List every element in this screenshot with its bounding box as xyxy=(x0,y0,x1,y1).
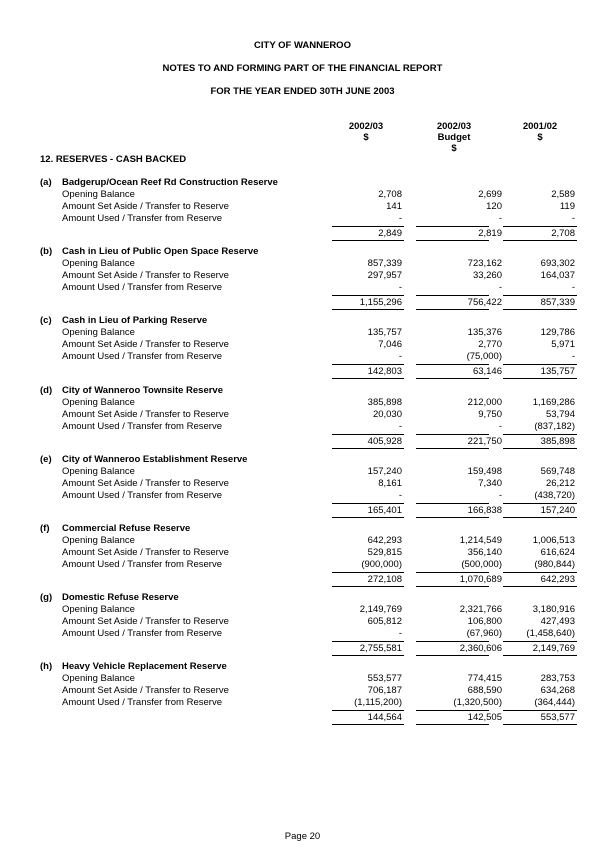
cell-value: (980,844) xyxy=(534,559,575,570)
total-rule xyxy=(503,226,577,227)
cell-value: 283,753 xyxy=(540,673,575,684)
total-value: 144,564 xyxy=(367,712,402,723)
cell-value: (67,960) xyxy=(466,628,502,639)
total-value: 2,849 xyxy=(378,228,402,239)
section-name: Cash in Lieu of Parking Reserve xyxy=(62,315,208,326)
reserve-section xyxy=(0,385,605,461)
cell-value: 26,212 xyxy=(545,478,575,489)
total-value: 221,750 xyxy=(467,436,502,447)
total-rule xyxy=(332,448,404,449)
cell-value: 2,149,769 xyxy=(359,604,402,615)
total-rule xyxy=(332,641,404,642)
cell-value: 212,000 xyxy=(467,397,502,408)
row-label-used: Amount Used / Transfer from Reserve xyxy=(62,697,222,708)
cell-value: 774,415 xyxy=(467,673,502,684)
org-name: CITY OF WANNEROO xyxy=(254,40,351,51)
cell-value: - xyxy=(498,421,502,432)
cell-value: 427,493 xyxy=(540,616,575,627)
cell-value: 356,140 xyxy=(467,547,502,558)
cell-value: 2,708 xyxy=(378,189,402,200)
total-value: 2,755,581 xyxy=(359,643,402,654)
cell-value: 616,624 xyxy=(540,547,575,558)
cell-value: 5,971 xyxy=(551,339,575,350)
section-letter: (f) xyxy=(40,523,50,534)
total-rule xyxy=(416,641,489,642)
total-rule xyxy=(416,503,489,504)
section-name: City of Wanneroo Townsite Reserve xyxy=(62,385,223,396)
section-name: Domestic Refuse Reserve xyxy=(62,592,179,603)
cell-value: - xyxy=(398,490,402,501)
cell-value: 385,898 xyxy=(367,397,402,408)
total-value: 2,149,769 xyxy=(532,643,575,654)
row-label-set-aside: Amount Set Aside / Transfer to Reserve xyxy=(62,201,229,212)
cell-value: 569,748 xyxy=(540,466,575,477)
cell-value: (438,720) xyxy=(534,490,575,501)
cell-value: - xyxy=(398,282,402,293)
total-rule xyxy=(503,503,577,504)
cell-value: 1,169,286 xyxy=(532,397,575,408)
cell-value: - xyxy=(398,421,402,432)
row-label-opening: Opening Balance xyxy=(62,604,135,615)
row-label-opening: Opening Balance xyxy=(62,673,135,684)
cell-value: 605,812 xyxy=(367,616,402,627)
row-label-set-aside: Amount Set Aside / Transfer to Reserve xyxy=(62,547,229,558)
cell-value: 2,321,766 xyxy=(459,604,502,615)
total-value: 2,360,606 xyxy=(459,643,502,654)
total-rule xyxy=(503,309,577,310)
section-letter: (h) xyxy=(40,661,53,672)
total-rule xyxy=(416,724,489,725)
total-rule xyxy=(416,295,489,296)
row-label-used: Amount Used / Transfer from Reserve xyxy=(62,421,222,432)
total-value: 2,819 xyxy=(478,228,502,239)
row-label-opening: Opening Balance xyxy=(62,466,135,477)
total-rule xyxy=(332,572,404,573)
cell-value: 135,757 xyxy=(367,327,402,338)
cell-value: (500,000) xyxy=(461,559,502,570)
cell-value: 642,293 xyxy=(367,535,402,546)
total-rule xyxy=(503,240,577,241)
cell-value: 120 xyxy=(486,201,502,212)
total-rule xyxy=(416,572,489,573)
total-rule xyxy=(416,240,489,241)
total-value: 272,108 xyxy=(367,574,402,585)
total-rule xyxy=(503,448,577,449)
cell-value: - xyxy=(398,628,402,639)
total-rule xyxy=(503,641,577,642)
reserve-section xyxy=(0,592,605,668)
total-value: 157,240 xyxy=(540,505,575,516)
row-label-used: Amount Used / Transfer from Reserve xyxy=(62,559,222,570)
report-title: NOTES TO AND FORMING PART OF THE FINANCIAL REPORT xyxy=(162,63,443,74)
cell-value: 8,161 xyxy=(378,478,402,489)
total-rule xyxy=(332,309,404,310)
total-rule xyxy=(416,378,489,379)
total-rule xyxy=(416,448,489,449)
row-label-opening: Opening Balance xyxy=(62,189,135,200)
row-label-set-aside: Amount Set Aside / Transfer to Reserve xyxy=(62,339,229,350)
cell-value: 7,340 xyxy=(478,478,502,489)
cell-value: (837,182) xyxy=(534,421,575,432)
section-letter: (d) xyxy=(40,385,53,396)
cell-value: 2,699 xyxy=(478,189,502,200)
column-header-2002-03: 2002/03 $ xyxy=(348,121,384,143)
total-value: 756,422 xyxy=(467,297,502,308)
total-rule xyxy=(332,655,404,656)
row-label-opening: Opening Balance xyxy=(62,535,135,546)
cell-value: 857,339 xyxy=(367,258,402,269)
total-value: 642,293 xyxy=(540,574,575,585)
cell-value: - xyxy=(498,213,502,224)
cell-value: 119 xyxy=(559,201,575,212)
row-label-used: Amount Used / Transfer from Reserve xyxy=(62,213,222,224)
page-number: Page 20 xyxy=(284,831,321,842)
section-name: Badgerup/Ocean Reef Rd Construction Reserve xyxy=(62,177,278,188)
reserve-section xyxy=(0,661,605,737)
total-value: 165,401 xyxy=(367,505,402,516)
total-value: 166,838 xyxy=(467,505,502,516)
total-rule xyxy=(332,378,404,379)
total-rule xyxy=(332,240,404,241)
cell-value: 297,957 xyxy=(367,270,402,281)
cell-value: 634,268 xyxy=(540,685,575,696)
cell-value: (1,320,500) xyxy=(453,697,502,708)
row-label-used: Amount Used / Transfer from Reserve xyxy=(62,282,222,293)
total-value: 2,708 xyxy=(551,228,575,239)
cell-value: 2,770 xyxy=(478,339,502,350)
cell-value: - xyxy=(498,282,502,293)
section-letter: (a) xyxy=(40,177,52,188)
total-value: 1,070,689 xyxy=(459,574,502,585)
cell-value: 529,815 xyxy=(367,547,402,558)
cell-value: 3,180,916 xyxy=(532,604,575,615)
row-label-opening: Opening Balance xyxy=(62,397,135,408)
cell-value: 53,794 xyxy=(545,409,575,420)
total-rule xyxy=(332,503,404,504)
cell-value: (1,458,640) xyxy=(526,628,575,639)
total-rule xyxy=(332,517,404,518)
cell-value: - xyxy=(571,213,575,224)
total-rule xyxy=(332,724,404,725)
reserve-section xyxy=(0,315,605,391)
total-rule xyxy=(416,434,489,435)
reserve-section xyxy=(0,523,605,599)
total-value: 405,928 xyxy=(367,436,402,447)
section-letter: (c) xyxy=(40,315,52,326)
cell-value: - xyxy=(571,282,575,293)
total-rule xyxy=(332,364,404,365)
cell-value: 164,037 xyxy=(540,270,575,281)
cell-value: (75,000) xyxy=(466,351,502,362)
section-letter: (b) xyxy=(40,246,53,257)
cell-value: (1,115,200) xyxy=(354,697,402,708)
row-label-opening: Opening Balance xyxy=(62,258,135,269)
row-label-used: Amount Used / Transfer from Reserve xyxy=(62,490,222,501)
cell-value: 693,302 xyxy=(540,258,575,269)
total-rule xyxy=(503,364,577,365)
total-value: 857,339 xyxy=(540,297,575,308)
total-rule xyxy=(503,434,577,435)
total-rule xyxy=(503,295,577,296)
section-name: Heavy Vehicle Replacement Reserve xyxy=(62,661,227,672)
row-label-set-aside: Amount Set Aside / Transfer to Reserve xyxy=(62,478,229,489)
section-letter: (g) xyxy=(40,592,53,603)
total-rule xyxy=(503,517,577,518)
section-name: Commercial Refuse Reserve xyxy=(62,523,191,534)
total-rule xyxy=(503,724,577,725)
cell-value: 159,498 xyxy=(467,466,502,477)
total-rule xyxy=(503,378,577,379)
row-label-used: Amount Used / Transfer from Reserve xyxy=(62,351,222,362)
cell-value: 2,589 xyxy=(551,189,575,200)
cell-value: 1,214,549 xyxy=(459,535,502,546)
total-rule xyxy=(332,226,404,227)
total-rule xyxy=(416,309,489,310)
total-rule xyxy=(416,226,489,227)
total-rule xyxy=(503,586,577,587)
total-value: 142,803 xyxy=(367,366,402,377)
total-rule xyxy=(503,572,577,573)
cell-value: 1,006,513 xyxy=(532,535,575,546)
reserve-section xyxy=(0,246,605,322)
note-title: 12. RESERVES - CASH BACKED xyxy=(40,154,187,165)
total-rule xyxy=(503,655,577,656)
row-label-opening: Opening Balance xyxy=(62,327,135,338)
cell-value: 106,800 xyxy=(467,616,502,627)
cell-value: 7,046 xyxy=(378,339,402,350)
total-value: 385,898 xyxy=(540,436,575,447)
total-rule xyxy=(416,517,489,518)
row-label-set-aside: Amount Set Aside / Transfer to Reserve xyxy=(62,616,229,627)
total-rule xyxy=(332,586,404,587)
cell-value: 141 xyxy=(386,201,402,212)
cell-value: 9,750 xyxy=(478,409,502,420)
reserve-section xyxy=(0,177,605,253)
section-name: City of Wanneroo Establishment Reserve xyxy=(62,454,248,465)
row-label-set-aside: Amount Set Aside / Transfer to Reserve xyxy=(62,685,229,696)
cell-value: 135,376 xyxy=(467,327,502,338)
total-rule xyxy=(416,710,489,711)
cell-value: 129,786 xyxy=(540,327,575,338)
cell-value: 723,162 xyxy=(467,258,502,269)
cell-value: 20,030 xyxy=(372,409,402,420)
total-rule xyxy=(416,655,489,656)
total-value: 1,155,296 xyxy=(359,297,402,308)
cell-value: 706,187 xyxy=(367,685,402,696)
total-value: 553,577 xyxy=(540,712,575,723)
row-label-set-aside: Amount Set Aside / Transfer to Reserve xyxy=(62,409,229,420)
section-letter: (e) xyxy=(40,454,52,465)
cell-value: - xyxy=(398,213,402,224)
reserve-section xyxy=(0,454,605,530)
total-rule xyxy=(332,434,404,435)
cell-value: 553,577 xyxy=(367,673,402,684)
cell-value: - xyxy=(498,490,502,501)
total-rule xyxy=(416,586,489,587)
total-value: 135,757 xyxy=(540,366,575,377)
total-value: 142,505 xyxy=(467,712,502,723)
cell-value: 157,240 xyxy=(367,466,402,477)
cell-value: - xyxy=(398,351,402,362)
column-header-2001-02: 2001/02 $ xyxy=(522,121,558,143)
total-rule xyxy=(332,295,404,296)
total-rule xyxy=(416,364,489,365)
cell-value: 33,260 xyxy=(472,270,502,281)
total-rule xyxy=(332,710,404,711)
column-header-budget: 2002/03 Budget $ xyxy=(436,121,472,154)
row-label-set-aside: Amount Set Aside / Transfer to Reserve xyxy=(62,270,229,281)
total-rule xyxy=(503,710,577,711)
cell-value: (900,000) xyxy=(361,559,402,570)
cell-value: (364,444) xyxy=(534,697,575,708)
section-name: Cash in Lieu of Public Open Space Reserve xyxy=(62,246,259,257)
cell-value: 688,590 xyxy=(467,685,502,696)
total-value: 63,146 xyxy=(472,366,502,377)
report-period: FOR THE YEAR ENDED 30TH JUNE 2003 xyxy=(210,86,395,97)
cell-value: - xyxy=(571,351,575,362)
row-label-used: Amount Used / Transfer from Reserve xyxy=(62,628,222,639)
